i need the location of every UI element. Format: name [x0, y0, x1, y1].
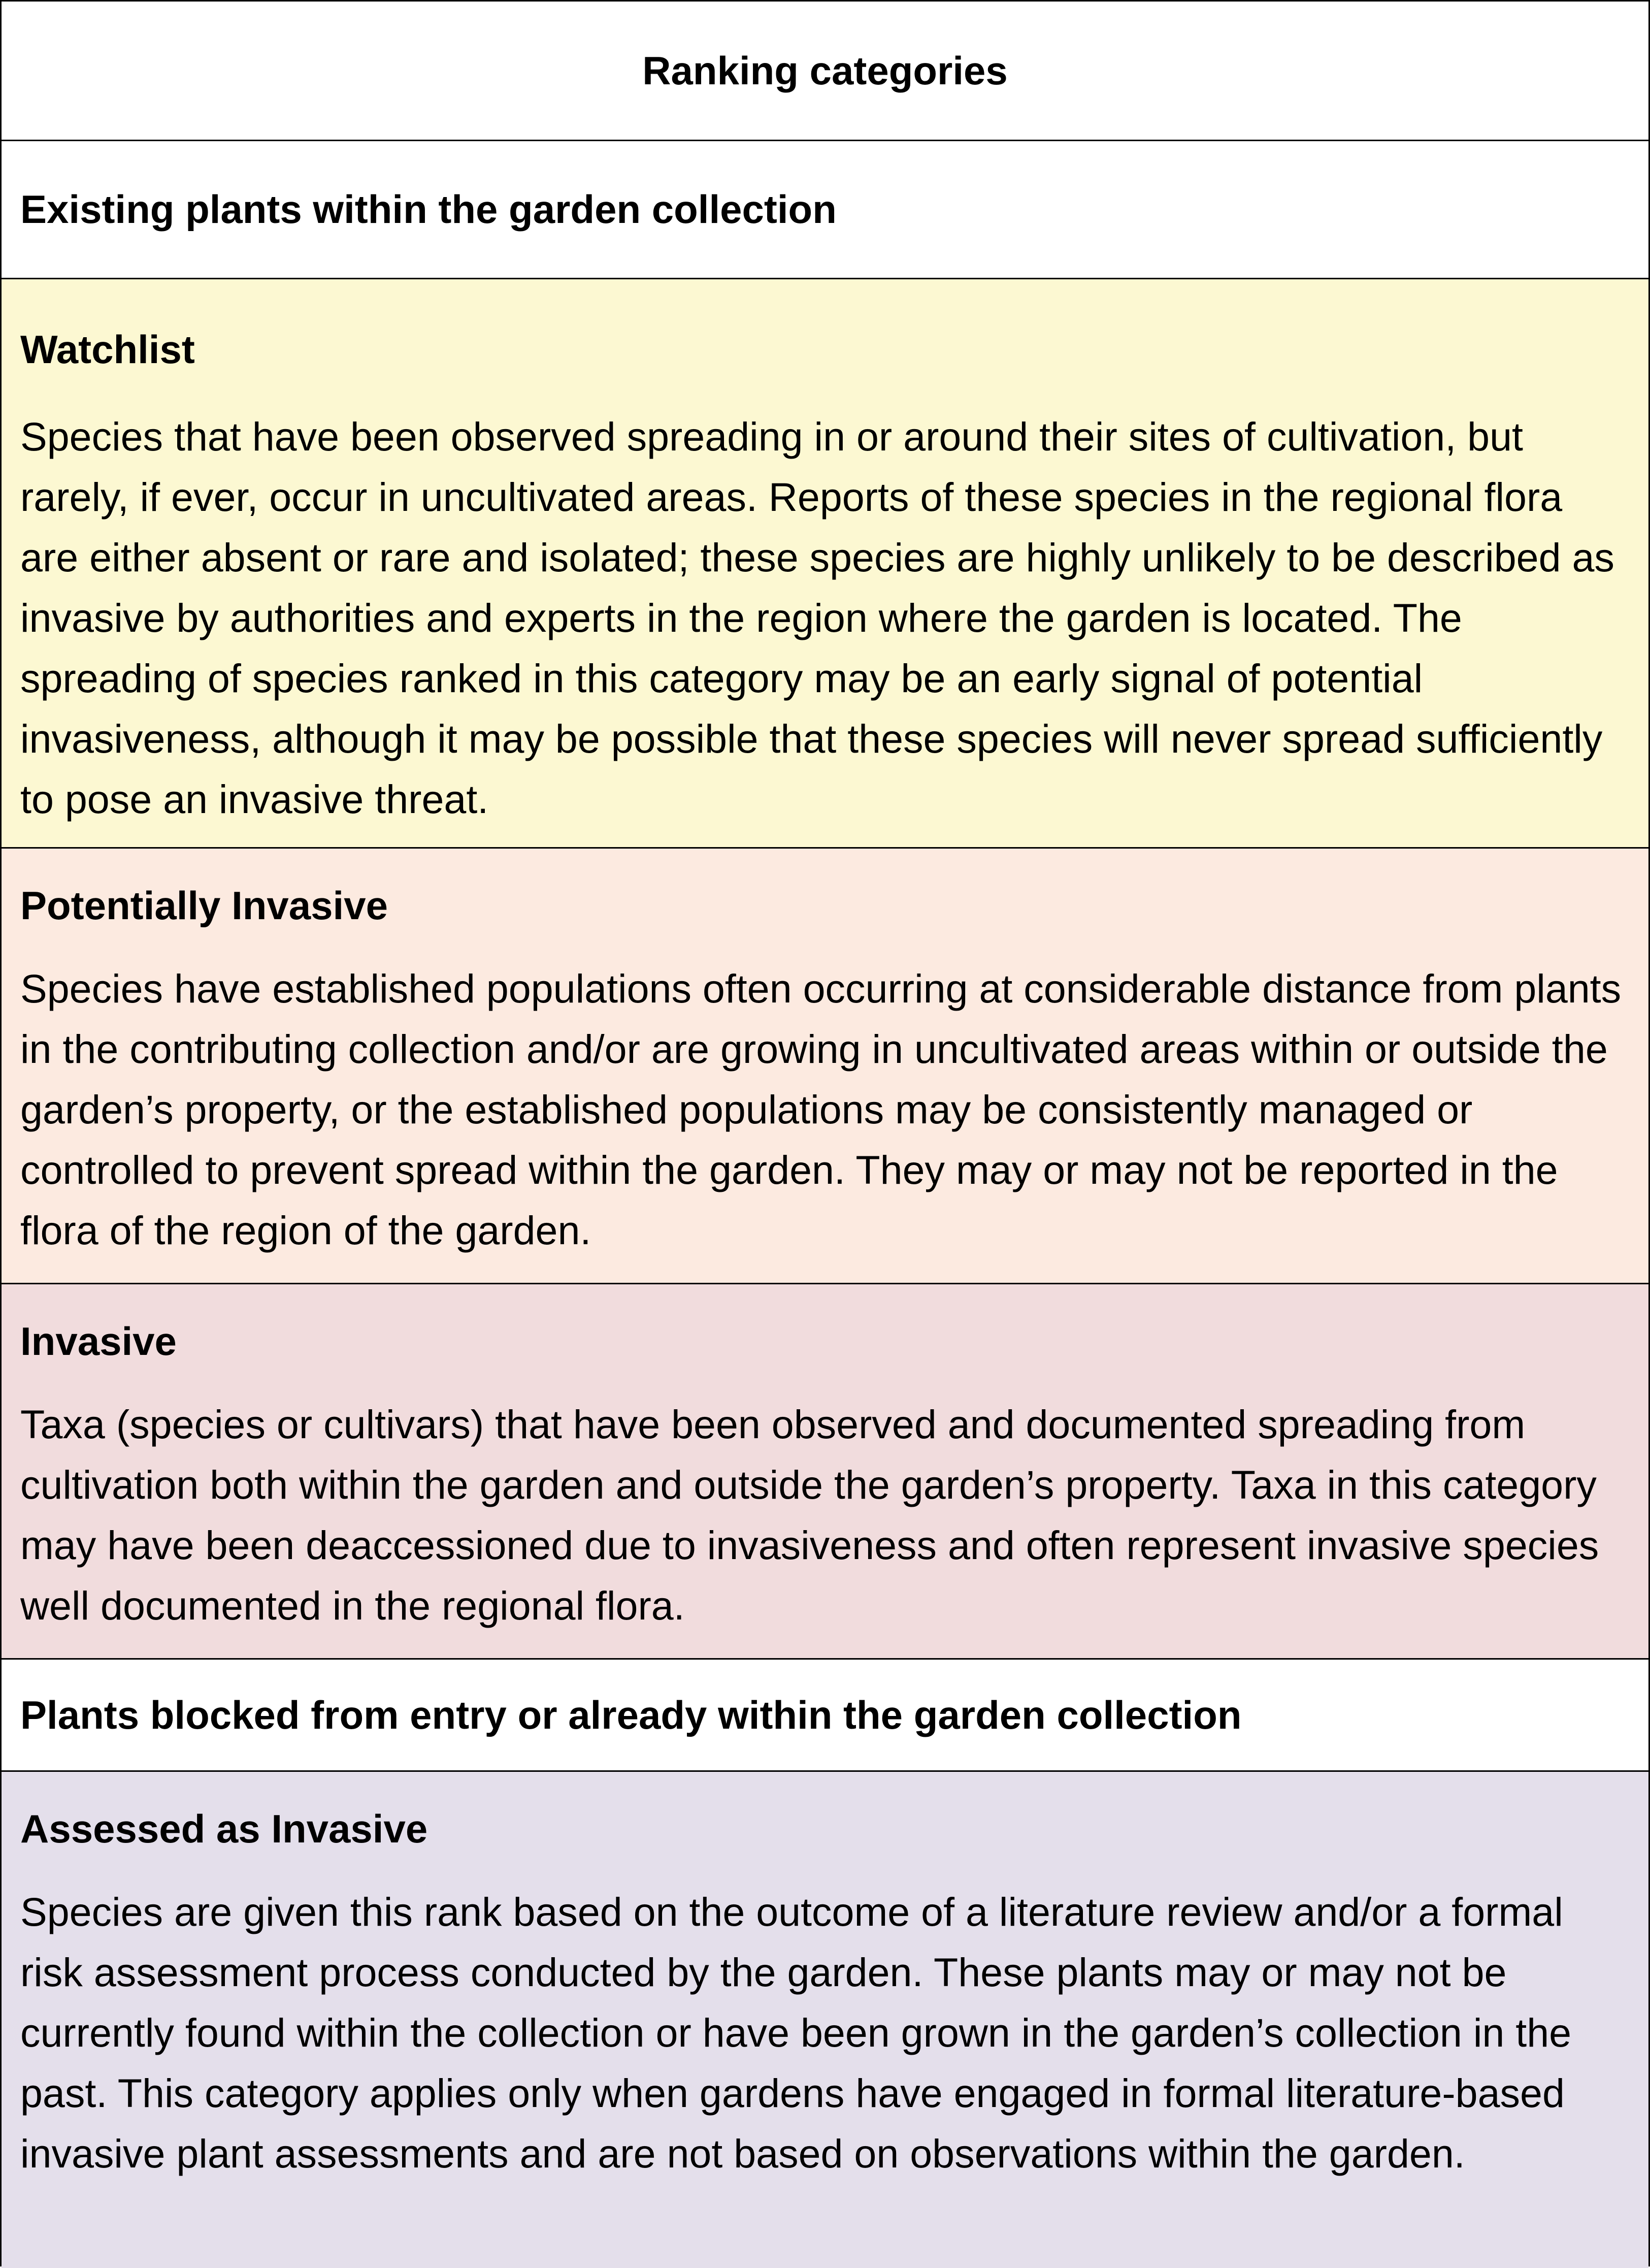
category-description-watchlist: Species that have been observed spreading in or around their sites of cultivation, but rarely, if ever, occur in uncultivated areas. Reports of these species in the regional flora are either absent or rare and isolated; these species are highly unlikely to be described as invasive by authorities and experts in the region where the garden is located. The spreading of species ranked in this category may be an early signal of potential invasiveness, although it may be possible that these species will never spread sufficiently to pose an invasive threat. — [20, 414, 1614, 822]
section-header-blocked — [2, 1658, 1648, 1770]
table-title: Ranking categories — [642, 48, 1008, 93]
category-name-assessed-as-invasive: Assessed as Invasive — [20, 1806, 428, 1851]
section-header-existing — [2, 140, 1648, 278]
category-row-invasive — [2, 1283, 1648, 1658]
category-name-potentially-invasive: Potentially Invasive — [20, 883, 388, 928]
category-row-assessed-as-invasive — [2, 1770, 1648, 2268]
category-description-assessed-as-invasive: Species are given this rank based on the outcome of a literature review and/or a formal risk assessment process conducted by the garden. These plants may or may not be currently found within the collection or have been grown in the garden’s collection in the past. This category applies only when gardens have engaged in formal literature-based invasive plant assessments and are not based on observations within the garden. — [20, 1889, 1572, 2176]
category-row-potentially-invasive — [2, 847, 1648, 1283]
section-title-existing: Existing plants within the garden collection — [20, 187, 837, 232]
category-row-watchlist — [2, 278, 1648, 847]
category-description-invasive: Taxa (species or cultivars) that have been observed and documented spreading from cultivation both within the garden and outside the garden’s property. Taxa in this category may have been deaccessioned due to invasiveness and often represent invasive species well documented in the regional flora. — [20, 1402, 1599, 1628]
category-name-invasive: Invasive — [20, 1319, 177, 1364]
category-name-watchlist: Watchlist — [20, 327, 195, 372]
category-description-potentially-invasive: Species have established populations often occurring at considerable distance from plants in the contributing collection and/or are growing in uncultivated areas within or outside the garden’s property, or the established populations may be consistently managed or controlled to prevent spread within the garden. They may or may not be reported in the flora of the region of the garden. — [20, 966, 1622, 1253]
section-title-blocked: Plants blocked from entry or already within the garden collection — [20, 1692, 1242, 1737]
table-title-row — [2, 2, 1648, 140]
